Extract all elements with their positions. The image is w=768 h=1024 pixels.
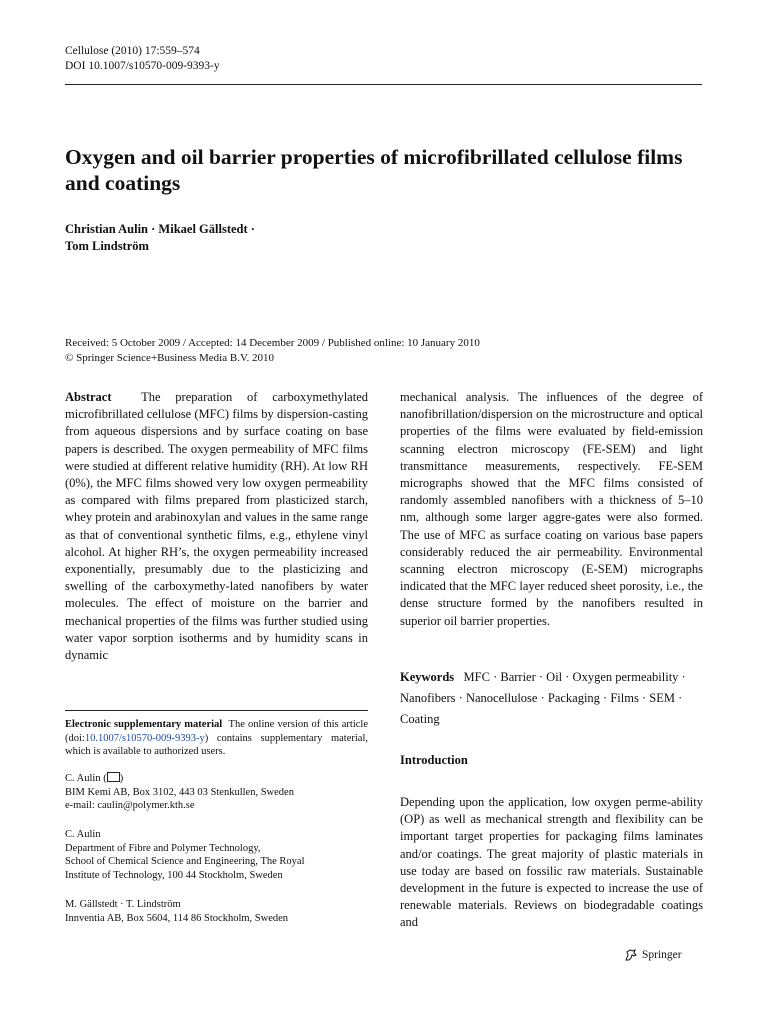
doi-line: DOI 10.1007/s10570-009-9393-y [65,60,220,72]
paper-title: Oxygen and oil barrier properties of microfibrillated cellulose films and coatings [65,145,683,195]
affiliation-2-line-1: Department of Fibre and Polymer Technology, [65,842,261,854]
affiliation-2-name: C. Aulin [65,829,101,840]
affiliation-1-name: C. Aulin ( [65,773,107,784]
introduction-text: Depending upon the application, low oxygen perme-ability (OP) as well as mechanical strength and flexibility can be important target properties for packaging films laminates and/or coatings. The great majority of plastic materials in use today are based on fossilic raw materials. Sustainable development in the future is expected to increase the use of renewable materials. Reviews on biodegradable coatings and [400,795,703,930]
journal-header [65,44,220,74]
journal-citation: Cellulose (2010) 17:559–574 [65,45,200,57]
affiliation-3 [65,898,368,925]
affiliation-1-address: BIM Kemi AB, Box 3102, 443 03 Stenkullen, Sweden [65,786,294,798]
affiliation-1-email[interactable]: e-mail: caulin@polymer.kth.se [65,800,195,811]
publisher-footer [624,948,682,962]
keywords [400,667,703,730]
springer-horse-icon [624,948,638,962]
footnote-rule [65,710,368,711]
authors-line-1: Christian Aulin · Mikael Gällstedt · [65,222,255,236]
author-list [65,221,702,255]
affiliation-2 [65,828,368,882]
keywords-text: MFC · Barrier · Oil · Oxygen permeability · Nanofibers · Nanocellulose · Packaging · Films · SEM · Coating [400,670,686,726]
affiliation-2-line-3: Institute of Technology, 100 44 Stockholm, Sweden [65,869,283,881]
supplementary-doi-link[interactable]: 10.1007/s10570-009-9393-y [84,732,205,744]
abstract-right-column [400,389,703,630]
supplementary-label: Electronic supplementary material [65,719,223,730]
supplementary-note [65,718,368,759]
abstract-text-right: mechanical analysis. The influences of the degree of nanofibrillation/dispersion on the microstructure and optical properties of the films were evaluated by field-emission scanning electron microscopy (FE-SEM) and light transmittance measurements, respectively. FE-SEM micrographs showed that the MFC films consisted of randomly assembled nanofibers with a thickness of 5–10 nm, although some larger aggre-gates were also formed. The use of MFC as surface coating on various base papers considerably reduced the air permeability. Environmental scanning electron microscopy (E-SEM) micrographs indicated that the MFC layer reduced sheet porosity, i.e., the dense structure formed by the nanofibers resulted in superior oil barrier properties. [400,390,703,628]
abstract-text-left: The preparation of carboxymethylated microfibrillated cellulose (MFC) films by dispersion-casting from aqueous dispersions and by surface coating on base papers is described. The oxygen permeability of MFC films were studied at different relative humidity (RH). At low RH (0%), the MFC films showed very low oxygen permeability as compared with films prepared from plasticized starch, whey protein and arabinoxylan and values in the same range as that of conventional synthetic films, e.g., ethylene vinyl alcohol. At higher RH’s, the oxygen permeability increased exponentially, presumably due to the plasticizing and swelling of the carboxymethy-lated nanofibers by water molecules. The effect of moisture on the barrier and mechanical properties of the films was further studied using water vapor sorption isotherms and by humidity scans in dynamic [65,390,369,663]
authors-line-2: Tom Lindström [65,239,149,253]
abstract-label: Abstract [65,390,112,404]
publisher-name: Springer [642,949,682,961]
copyright-line: © Springer Science+Business Media B.V. 2010 [65,352,274,364]
introduction-heading: Introduction [400,753,468,767]
affiliation-2-line-2: School of Chemical Science and Engineering, The Royal [65,856,305,867]
affiliation-3-name: M. Gällstedt · T. Lindström [65,899,181,910]
affiliation-1 [65,772,368,813]
publication-dates [65,336,702,366]
header-rule [65,84,702,85]
envelope-icon [107,772,120,782]
received-line: Received: 5 October 2009 / Accepted: 14 December 2009 / Published online: 10 January 2010 [65,337,480,349]
abstract-left-column [65,389,368,664]
affiliation-3-address: Innventia AB, Box 5604, 114 86 Stockholm, Sweden [65,912,289,924]
supplementary-text-end: ) contains supplementary material, which is available to authorized users. [65,732,368,757]
keywords-label: Keywords [400,670,455,684]
affiliation-1-paren: ) [119,773,124,784]
supplementary-text: The online version of this article (doi: [65,719,368,744]
